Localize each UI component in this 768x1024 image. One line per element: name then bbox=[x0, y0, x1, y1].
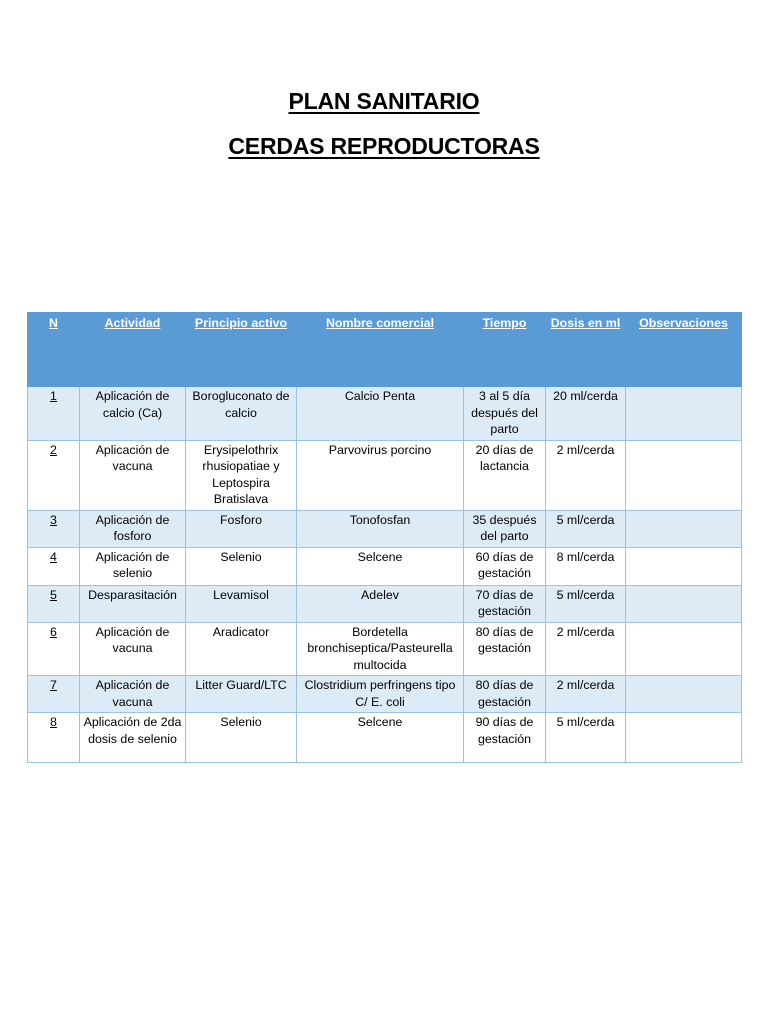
table-row bbox=[28, 585, 742, 622]
cell-dosis: 2 ml/cerda bbox=[546, 676, 626, 713]
cell-actividad: Aplicación de vacuna bbox=[80, 622, 186, 676]
cell-nombre-comercial: Adelev bbox=[297, 585, 464, 622]
cell-n: 6 bbox=[28, 622, 80, 676]
column-header-dosis: Dosis en ml bbox=[546, 313, 626, 387]
cell-principio-activo: Aradicator bbox=[186, 622, 297, 676]
cell-nombre-comercial: Clostridium perfringens tipo C/ E. coli bbox=[297, 676, 464, 713]
cell-observaciones bbox=[626, 713, 742, 763]
cell-observaciones bbox=[626, 585, 742, 622]
cell-observaciones bbox=[626, 387, 742, 441]
cell-actividad: Desparasitación bbox=[80, 585, 186, 622]
cell-nombre-comercial: Selcene bbox=[297, 547, 464, 585]
document-title: PLAN SANITARIO bbox=[288, 88, 480, 114]
cell-observaciones bbox=[626, 676, 742, 713]
table-row bbox=[28, 387, 742, 441]
cell-tiempo: 70 días de gestación bbox=[464, 585, 546, 622]
cell-actividad: Aplicación de calcio (Ca) bbox=[80, 387, 186, 441]
cell-tiempo: 90 días de gestación bbox=[464, 713, 546, 763]
cell-dosis: 8 ml/cerda bbox=[546, 547, 626, 585]
cell-principio-activo: Litter Guard/LTC bbox=[186, 676, 297, 713]
cell-actividad: Aplicación de selenio bbox=[80, 547, 186, 585]
cell-nombre-comercial: Bordetella bronchiseptica/Pasteurella multocida bbox=[297, 622, 464, 676]
column-header-nombre-comercial: Nombre comercial bbox=[297, 313, 464, 387]
cell-principio-activo: Selenio bbox=[186, 713, 297, 763]
table-row bbox=[28, 440, 742, 510]
cell-dosis: 20 ml/cerda bbox=[546, 387, 626, 441]
cell-n: 7 bbox=[28, 676, 80, 713]
cell-tiempo: 3 al 5 día después del parto bbox=[464, 387, 546, 441]
cell-dosis: 2 ml/cerda bbox=[546, 440, 626, 510]
cell-observaciones bbox=[626, 547, 742, 585]
table-row bbox=[28, 713, 742, 763]
column-header-principio-activo: Principio activo bbox=[186, 313, 297, 387]
cell-n: 2 bbox=[28, 440, 80, 510]
cell-principio-activo: Fosforo bbox=[186, 510, 297, 547]
column-header-tiempo: Tiempo bbox=[464, 313, 546, 387]
cell-principio-activo: Levamisol bbox=[186, 585, 297, 622]
table-row bbox=[28, 547, 742, 585]
cell-nombre-comercial: Selcene bbox=[297, 713, 464, 763]
table-row bbox=[28, 510, 742, 547]
cell-principio-activo: Erysipelothrix rhusiopatiae y Leptospira Bratislava bbox=[186, 440, 297, 510]
cell-actividad: Aplicación de 2da dosis de selenio bbox=[80, 713, 186, 763]
cell-dosis: 5 ml/cerda bbox=[546, 585, 626, 622]
cell-observaciones bbox=[626, 510, 742, 547]
cell-actividad: Aplicación de vacuna bbox=[80, 440, 186, 510]
cell-observaciones bbox=[626, 440, 742, 510]
cell-principio-activo: Selenio bbox=[186, 547, 297, 585]
cell-tiempo: 80 días de gestación bbox=[464, 622, 546, 676]
cell-n: 8 bbox=[28, 713, 80, 763]
cell-n: 4 bbox=[28, 547, 80, 585]
cell-n: 3 bbox=[28, 510, 80, 547]
cell-dosis: 5 ml/cerda bbox=[546, 713, 626, 763]
cell-dosis: 5 ml/cerda bbox=[546, 510, 626, 547]
cell-n: 5 bbox=[28, 585, 80, 622]
sanitary-plan-table bbox=[27, 312, 742, 763]
cell-tiempo: 80 días de gestación bbox=[464, 676, 546, 713]
cell-dosis: 2 ml/cerda bbox=[546, 622, 626, 676]
document-subtitle: CERDAS REPRODUCTORAS bbox=[228, 133, 540, 159]
table-row bbox=[28, 622, 742, 676]
table-row bbox=[28, 676, 742, 713]
column-header-observaciones: Observaciones bbox=[626, 313, 742, 387]
cell-actividad: Aplicación de fosforo bbox=[80, 510, 186, 547]
cell-observaciones bbox=[626, 622, 742, 676]
cell-nombre-comercial: Parvovirus porcino bbox=[297, 440, 464, 510]
cell-actividad: Aplicación de vacuna bbox=[80, 676, 186, 713]
cell-tiempo: 35 después del parto bbox=[464, 510, 546, 547]
cell-n: 1 bbox=[28, 387, 80, 441]
table-header-row bbox=[28, 313, 742, 387]
cell-principio-activo: Borogluconato de calcio bbox=[186, 387, 297, 441]
cell-nombre-comercial: Tonofosfan bbox=[297, 510, 464, 547]
cell-tiempo: 20 días de lactancia bbox=[464, 440, 546, 510]
column-header-n: N bbox=[28, 313, 80, 387]
cell-tiempo: 60 días de gestación bbox=[464, 547, 546, 585]
column-header-actividad: Actividad bbox=[80, 313, 186, 387]
cell-nombre-comercial: Calcio Penta bbox=[297, 387, 464, 441]
